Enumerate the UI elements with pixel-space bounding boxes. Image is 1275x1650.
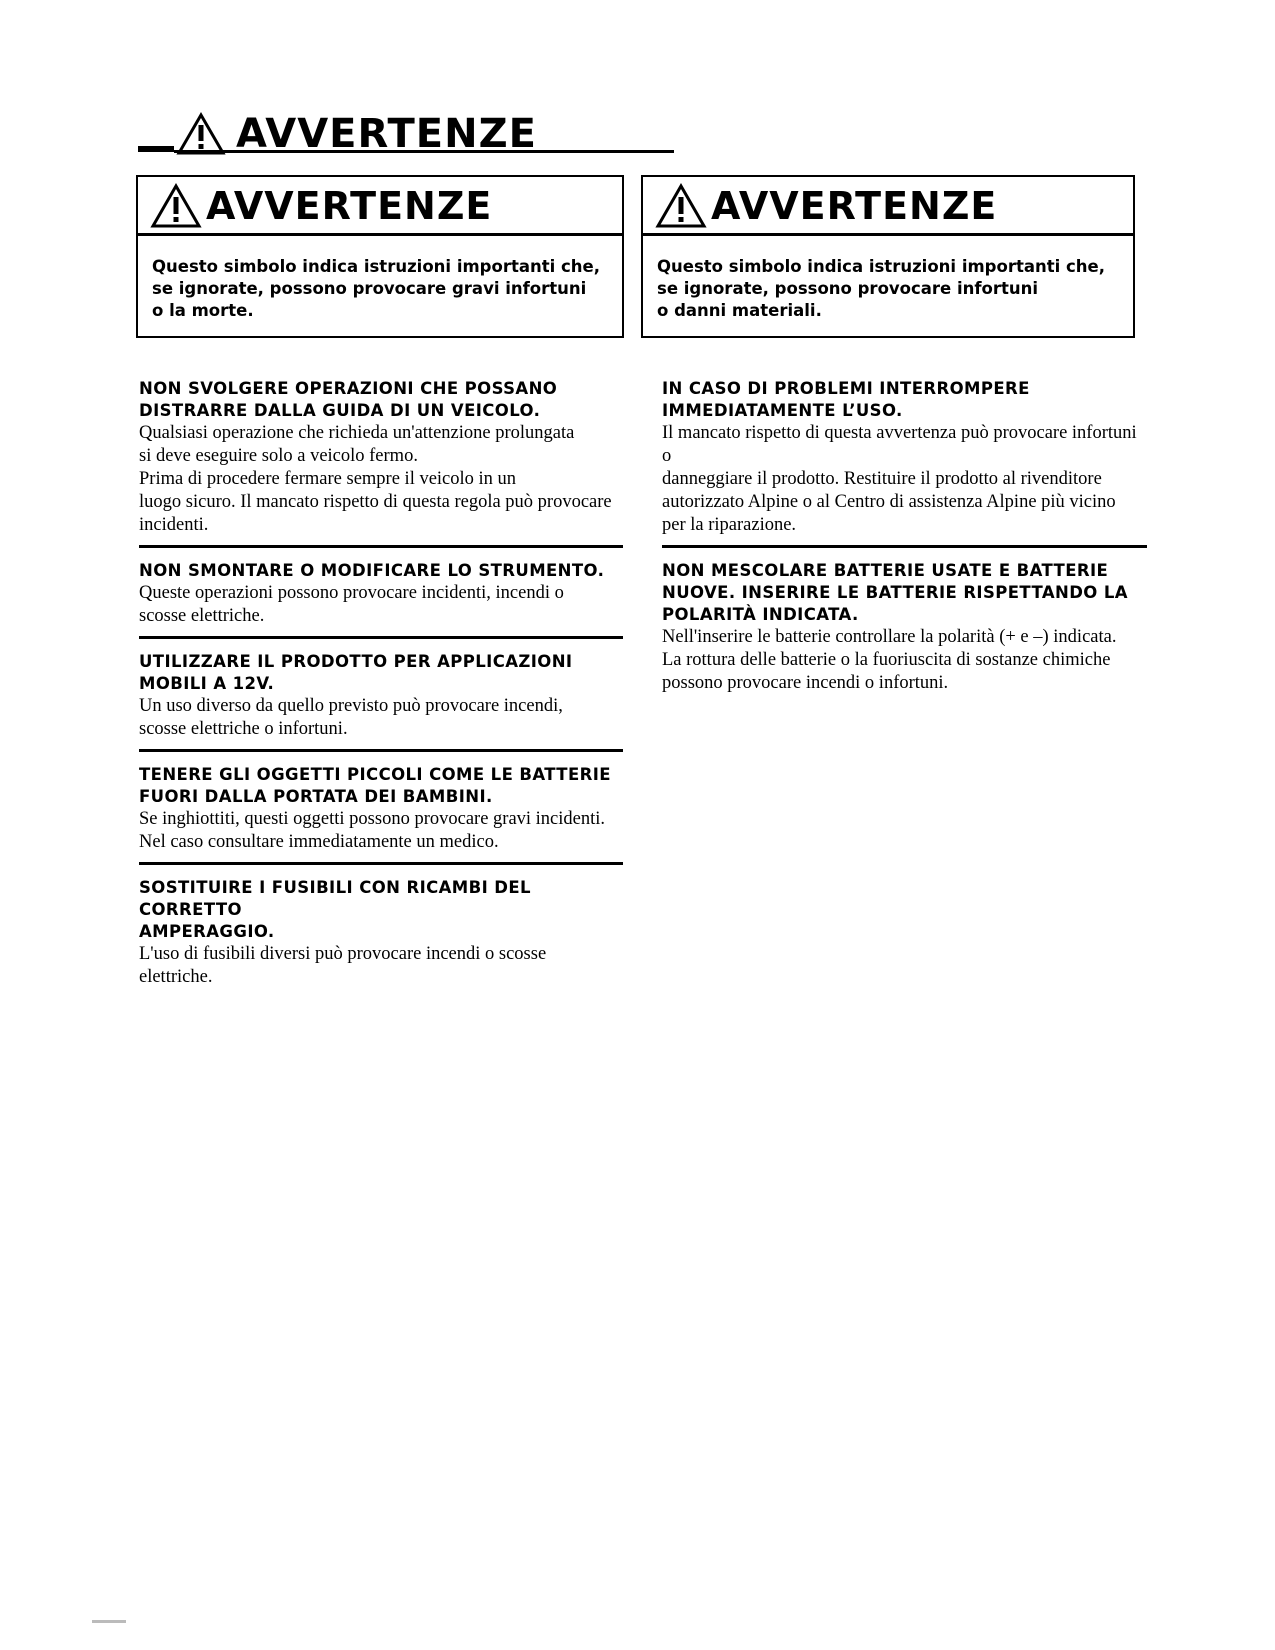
page-number-mark xyxy=(92,1620,126,1623)
section-body: Se inghiottiti, questi oggetti possono provocare gravi incidenti. Nel caso consultare immediatamente un medico. xyxy=(139,809,606,852)
warning-box-material xyxy=(641,175,1135,338)
section-heading: SOSTITUIRE I FUSIBILI CON RICAMBI DEL CORRETTO AMPERAGGIO. xyxy=(139,878,531,941)
section-heading: UTILIZZARE IL PRODOTTO PER APPLICAZIONI MOBILI A 12V. xyxy=(139,652,573,693)
section-body: L'uso di fusibili diversi può provocare incendi o scosse elettriche. xyxy=(139,944,547,987)
page-title: AVVERTENZE xyxy=(236,112,537,148)
section-body: Queste operazioni possono provocare incidenti, incendi o scosse elettriche. xyxy=(139,583,564,626)
box-text: Questo simbolo indica istruzioni importanti che, se ignorate, possono provocare infortuni o danni materiali. xyxy=(657,257,1105,320)
warning-section xyxy=(139,651,623,752)
section-heading: IN CASO DI PROBLEMI INTERROMPERE IMMEDIATAMENTE L’USO. xyxy=(662,379,1030,420)
warning-section xyxy=(662,378,1147,548)
box-text: Questo simbolo indica istruzioni importanti che, se ignorate, possono provocare gravi infortuni o la morte. xyxy=(152,257,600,320)
section-heading: NON MESCOLARE BATTERIE USATE E BATTERIE NUOVE. INSERIRE LE BATTERIE RISPETTANDO LA POLARITÀ INDICATA. xyxy=(662,561,1128,624)
warning-section xyxy=(139,764,623,865)
section-heading: NON SMONTARE O MODIFICARE LO STRUMENTO. xyxy=(139,561,605,580)
left-column xyxy=(139,378,623,1009)
right-column xyxy=(662,378,1147,715)
section-heading: TENERE GLI OGGETTI PICCOLI COME LE BATTERIE FUORI DALLA PORTATA DEI BAMBINI. xyxy=(139,765,611,806)
section-body: Il mancato rispetto di questa avvertenza può provocare infortuni o danneggiare il prodotto. Restituire il prodotto al rivenditore autorizzato Alpine o al Centro di assistenza Alpine più vicino per la riparazione. xyxy=(662,423,1137,535)
box-header xyxy=(643,177,1133,236)
section-body: Un uso diverso da quello previsto può provocare incendi, scosse elettriche o infortuni. xyxy=(139,696,563,739)
section-body: Qualsiasi operazione che richieda un'attenzione prolungata si deve eseguire solo a veicolo fermo. Prima di procedere fermare sempre il veicolo in un luogo sicuro. Il mancato rispetto di questa regola può provocare incidenti. xyxy=(139,423,612,535)
warning-section xyxy=(662,560,1147,703)
box-header xyxy=(138,177,622,236)
warning-triangle-icon xyxy=(150,183,202,229)
section-heading: NON SVOLGERE OPERAZIONI CHE POSSANO DISTRARRE DALLA GUIDA DI UN VEICOLO. xyxy=(139,379,558,420)
heading-bar xyxy=(138,146,174,152)
warning-box-severe xyxy=(136,175,624,338)
heading-underline xyxy=(174,150,674,153)
warning-section xyxy=(139,877,623,997)
warning-section xyxy=(139,378,623,548)
section-body: Nell'inserire le batterie controllare la polarità (+ e –) indicata. La rottura delle batterie o la fuoriuscita di sostanze chimiche possono provocare incendi o infortuni. xyxy=(662,627,1117,693)
page-heading xyxy=(138,112,538,160)
box-title: AVVERTENZE xyxy=(206,184,493,228)
warning-triangle-icon xyxy=(655,183,707,229)
box-title: AVVERTENZE xyxy=(711,184,998,228)
warning-section xyxy=(139,560,623,639)
